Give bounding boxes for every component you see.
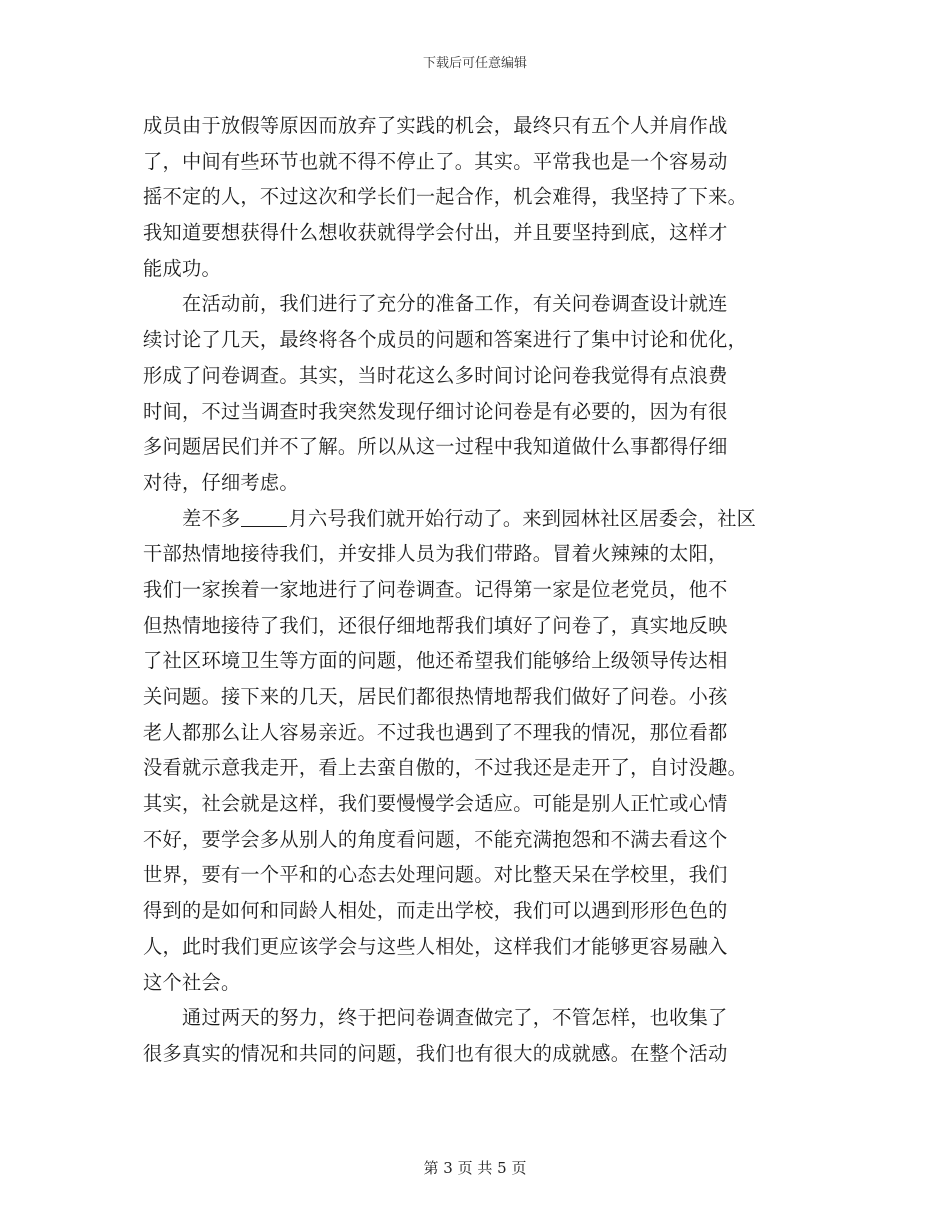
text-line: 但热情地接待了我们，还很仔细地帮我们填好了问卷了，真实地反映 <box>143 613 728 637</box>
text-line: 成员由于放假等原因而放弃了实践的机会，最终只有五个人并肩作战 <box>143 114 728 137</box>
text-segment: 月六号我们就开始行动了。来到园林社区居委会，社区 <box>288 506 757 530</box>
text-line: 我们一家挨着一家地进行了问卷调查。记得第一家是位老党员，他不 <box>143 577 728 601</box>
text-line: 在活动前，我们进行了充分的准备工作，有关问卷调查设计就连 <box>182 292 728 316</box>
text-line: 老人都那么让人容易亲近。不过我也遇到了不理我的情况，那位看都 <box>143 720 728 744</box>
paragraph <box>143 108 807 286</box>
text-line: 不好，要学会多从别人的角度看问题，不能充满抱怨和不满去看这个 <box>143 827 728 851</box>
text-line: 关问题。接下来的几天，居民们都很热情地帮我们做好了问卷。小孩 <box>143 685 728 708</box>
text-line: 续讨论了几天，最终将各个成员的问题和答案进行了集中讨论和优化， <box>143 328 748 352</box>
page-number: 第 3 页 共 5 页 <box>423 1159 527 1177</box>
text-line: 很多真实的情况和共同的问题，我们也有很大的成就感。在整个活动 <box>143 1041 728 1065</box>
text-line: 能成功。 <box>143 256 221 280</box>
text-line: 通过两天的努力，终于把问卷调查做完了，不管怎样，也收集了 <box>182 1006 728 1030</box>
text-line: 多问题居民们并不了解。所以从这一过程中我知道做什么事都得仔细 <box>143 435 728 459</box>
header-note: 下载后可任意编辑 <box>422 56 527 71</box>
text-segment: 差不多 <box>182 506 241 530</box>
text-line <box>143 501 807 537</box>
fill-in-blank <box>241 506 287 527</box>
paragraph <box>143 1000 807 1071</box>
text-line: 其实，社会就是这样，我们要慢慢学会适应。可能是别人正忙或心情 <box>143 792 728 816</box>
text-line: 时间，不过当调查时我突然发现仔细讨论问卷是有必要的，因为有很 <box>143 399 728 423</box>
text-line: 干部热情地接待我们，并安排人员为我们带路。冒着火辣辣的太阳， <box>143 542 728 566</box>
text-line: 了社区环境卫生等方面的问题，他还希望我们能够给上级领导传达相 <box>143 649 728 673</box>
text-line: 这个社会。 <box>143 970 241 994</box>
text-line: 得到的是如何和同龄人相处，而走出学校，我们可以遇到形形色色的 <box>143 899 728 923</box>
text-line: 世界，要有一个平和的心态去处理问题。对比整天呆在学校里，我们 <box>143 863 728 887</box>
text-line: 形成了问卷调查。其实，当时花这么多时间讨论问卷我觉得有点浪费 <box>143 363 728 387</box>
text-line: 了，中间有些环节也就不得不停止了。其实。平常我也是一个容易动 <box>143 149 728 173</box>
document-body <box>143 108 807 1072</box>
paragraph <box>143 286 807 500</box>
text-line: 人，此时我们更应该学会与这些人相处，这样我们才能够更容易融入 <box>143 934 728 958</box>
paragraph <box>143 501 807 1001</box>
text-line: 没看就示意我走开，看上去蛮自傲的，不过我还是走开了，自讨没趣。 <box>143 756 748 780</box>
text-line: 对待，仔细考虑。 <box>143 470 299 494</box>
text-line: 摇不定的人，不过这次和学长们一起合作，机会难得，我坚持了下来。 <box>143 185 748 209</box>
text-line: 我知道要想获得什么想收获就得学会付出，并且要坚持到底，这样才 <box>143 221 728 245</box>
